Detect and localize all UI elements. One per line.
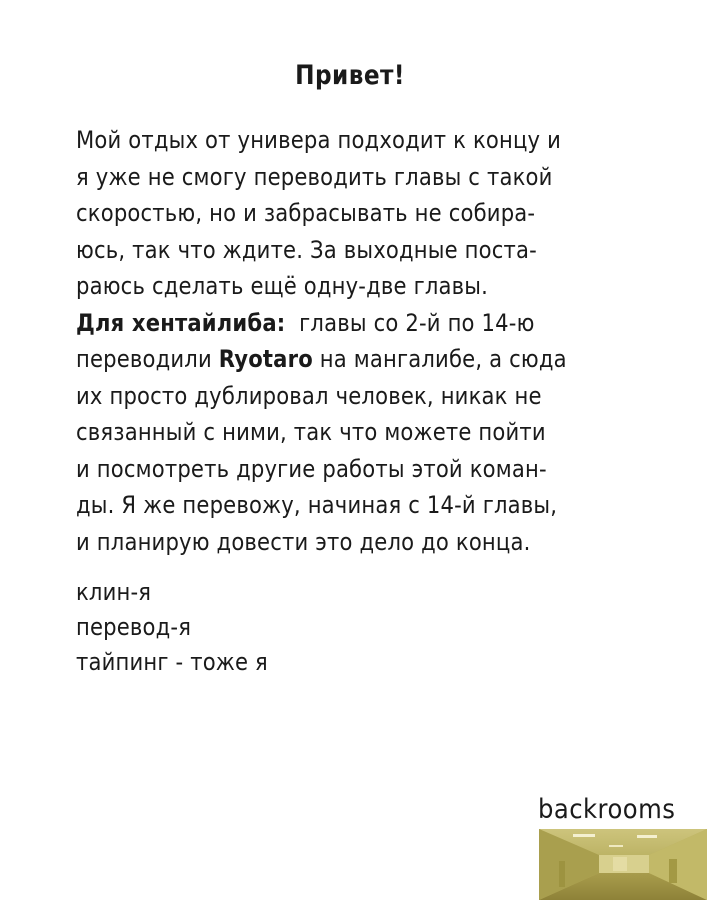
- credits: [76, 575, 294, 680]
- body-line: [76, 341, 613, 378]
- page-title: Привет!: [295, 60, 405, 91]
- body-line: их просто дублировал человек, никак не: [76, 381, 542, 410]
- body-line: связанный с ними, так что можете пойти: [76, 418, 546, 446]
- team-name: backrooms: [538, 794, 676, 825]
- credit-clean: клин-я: [76, 578, 152, 606]
- body-line: раюсь сделать ещё одну-две главы.: [76, 272, 489, 300]
- body-text: на мангалибе, а сюда: [312, 345, 567, 373]
- translator-name: Ryotaro: [218, 345, 313, 373]
- body-line: я уже не смогу переводить главы с такой: [76, 162, 553, 191]
- hentailib-label: Для хентайлиба:: [76, 308, 286, 337]
- credit-typing: тайпинг - тоже я: [76, 648, 268, 676]
- message-body: [76, 122, 686, 560]
- credit-translation: перевод-я: [76, 613, 192, 641]
- body-line: юсь, так что ждите. За выходные поста-: [76, 235, 537, 264]
- body-line: скоростью, но и забрасывать не собира-: [76, 199, 536, 227]
- backrooms-room-image: [539, 829, 707, 900]
- body-line: ды. Я же перевожу, начиная с 14-й главы,: [76, 491, 558, 519]
- body-line: [76, 305, 613, 342]
- body-line: и планирую довести это дело до конца.: [76, 527, 531, 556]
- body-line: и посмотреть другие работы этой коман-: [76, 454, 547, 483]
- body-text: главы со 2-й по 14-ю: [285, 308, 535, 337]
- body-line: Мой отдых от универа подходит к концу и: [76, 126, 562, 154]
- body-text: переводили: [76, 345, 219, 373]
